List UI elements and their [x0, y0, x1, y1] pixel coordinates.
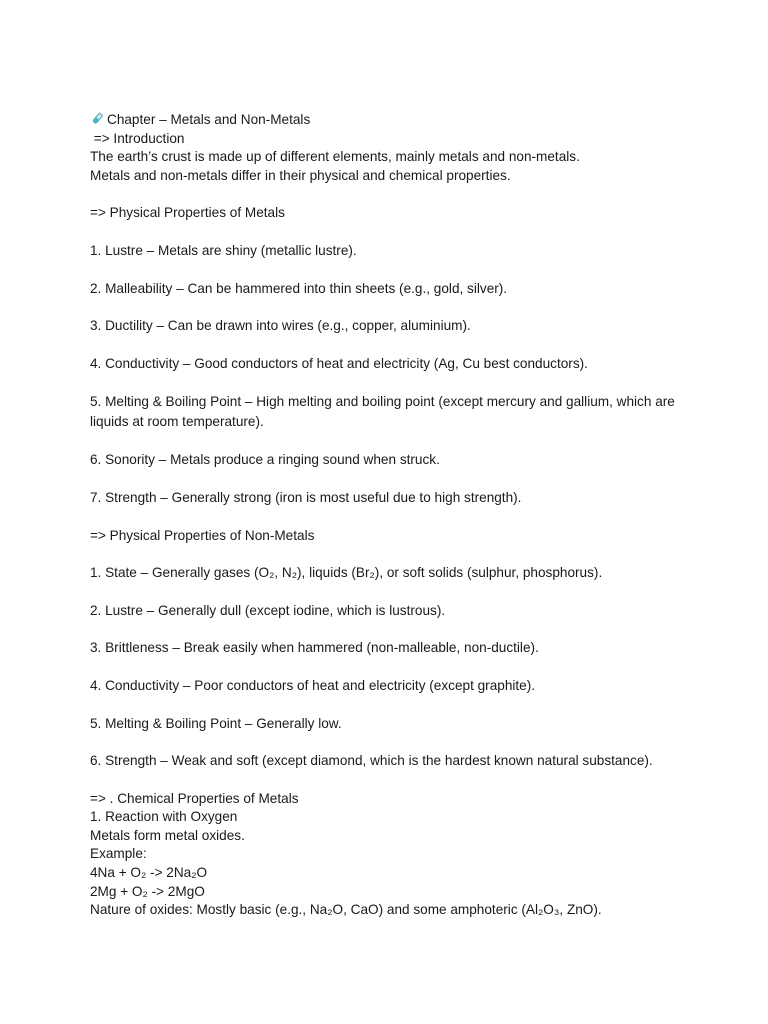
- list-item: 2. Malleability – Can be hammered into thin sheets (e.g., gold, silver).: [90, 280, 508, 296]
- list-item: 1. State – Generally gases (O₂, N₂), liquids (Br₂), or soft solids (sulphur, phosphorus).: [90, 565, 603, 581]
- equation-line: 4Na + O₂ -> 2Na₂O: [90, 865, 208, 881]
- intro-line: The earth’s crust is made up of different elements, mainly metals and non-metals.: [90, 149, 580, 165]
- document-body: [90, 111, 690, 920]
- list-item: 5. Melting & Boiling Point – High melting and boiling point (except mercury and gallium, which are liquids at room temperature).: [90, 394, 679, 430]
- list-item: 4. Conductivity – Good conductors of heat and electricity (Ag, Cu best conductors).: [90, 355, 588, 371]
- text-line: 1. Reaction with Oxygen: [90, 809, 238, 825]
- section-heading-metals-chemical: => . Chemical Properties of Metals: [90, 790, 299, 806]
- chapter-title: Chapter – Metals and Non-Metals: [107, 112, 311, 127]
- section-heading-nonmetals-physical: => Physical Properties of Non-Metals: [90, 527, 315, 543]
- equation-line: 2Mg + O₂ -> 2MgO: [90, 883, 205, 899]
- list-item: 3. Brittleness – Break easily when hammered (non-malleable, non-ductile).: [90, 640, 539, 656]
- text-line: Nature of oxides: Mostly basic (e.g., Na₂O, CaO) and some amphoteric (Al₂O₃, ZnO).: [90, 902, 602, 918]
- list-item: 6. Sonority – Metals produce a ringing sound when struck.: [90, 452, 440, 468]
- list-item: 4. Conductivity – Poor conductors of heat and electricity (except graphite).: [90, 677, 536, 693]
- intro-line: Metals and non-metals differ in their physical and chemical properties.: [90, 167, 511, 183]
- list-item: 3. Ductility – Can be drawn into wires (e.g., copper, aluminium).: [90, 318, 471, 334]
- list-item: 5. Melting & Boiling Point – Generally low.: [90, 715, 342, 731]
- list-item: 1. Lustre – Metals are shiny (metallic lustre).: [90, 242, 357, 258]
- list-item: 2. Lustre – Generally dull (except iodine, which is lustrous).: [90, 602, 446, 618]
- section-heading-metals-physical: => Physical Properties of Metals: [90, 205, 285, 221]
- chapter-title-line: [90, 111, 690, 130]
- text-line: Metals form metal oxides.: [90, 827, 245, 843]
- test-tube-icon: [90, 112, 104, 126]
- list-item: 6. Strength – Weak and soft (except diamond, which is the hardest known natural substance).: [90, 753, 653, 769]
- intro-heading: => Introduction: [90, 130, 185, 146]
- list-item: 7. Strength – Generally strong (iron is most useful due to high strength).: [90, 489, 522, 505]
- text-line: Example:: [90, 846, 147, 862]
